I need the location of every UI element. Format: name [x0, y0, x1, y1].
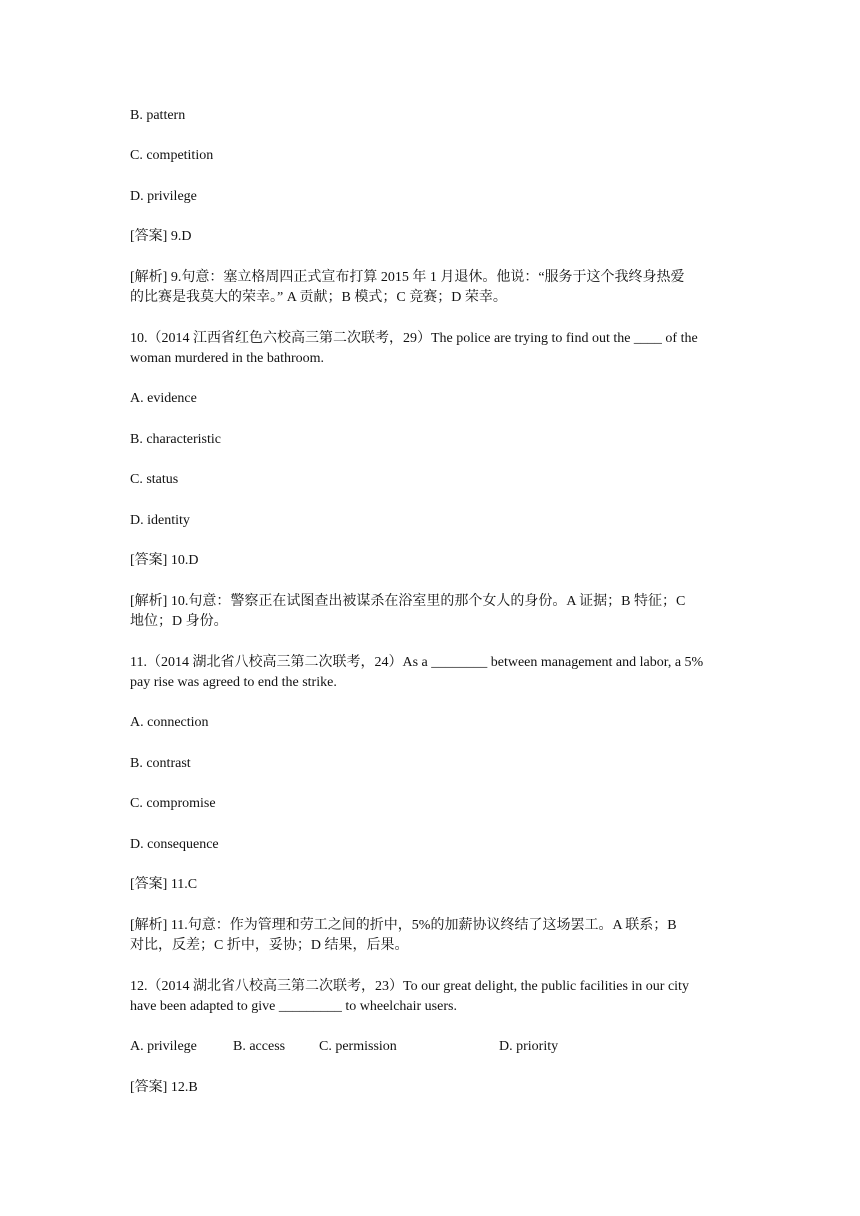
q11-option-b: B. contrast [130, 756, 191, 771]
q11-analysis-line2: 对比，反差；C 折中，妥协；D 结果，后果。 [130, 938, 409, 953]
q9-option-b: B. pattern [130, 108, 186, 123]
q12-stem-line1: 12.（2014 湖北省八校高三第二次联考，23）To our great delight, the public facilities in our city [130, 979, 689, 994]
q11-option-d: D. consequence [130, 837, 219, 852]
q10-option-c: C. status [130, 472, 179, 487]
q12-option-c: C. permission [319, 1039, 397, 1054]
q11-option-a: A. connection [130, 715, 209, 730]
q12-option-a: A. privilege [130, 1039, 197, 1054]
q10-stem-line1: 10.（2014 江西省红色六校高三第二次联考，29）The police are trying to find out the ____ of the [130, 331, 698, 346]
q12-answer: [答案] 12.B [130, 1080, 198, 1095]
q10-option-b: B. characteristic [130, 432, 221, 447]
q10-answer: [答案] 10.D [130, 553, 199, 568]
q10-option-d: D. identity [130, 513, 190, 528]
q9-option-d: D. privilege [130, 189, 197, 204]
q9-option-c: C. competition [130, 148, 214, 163]
q11-stem-line1: 11.（2014 湖北省八校高三第二次联考，24）As a ________ between management and labor, a 5% [130, 655, 704, 670]
q11-stem-line2: pay rise was agreed to end the strike. [130, 675, 337, 690]
q12-options-row [130, 1037, 731, 1057]
q11-analysis-line1: [解析] 11.句意：作为管理和劳工之间的折中，5%的加薪协议终结了这场罢工。A 联系；B [130, 918, 677, 933]
q11-option-c: C. compromise [130, 796, 216, 811]
q10-option-a: A. evidence [130, 391, 197, 406]
q10-analysis-line2: 地位；D 身份。 [130, 614, 228, 629]
q10-stem-line2: woman murdered in the bathroom. [130, 351, 325, 366]
q12-stem-line2: have been adapted to give _________ to wheelchair users. [130, 999, 457, 1014]
q12-option-d: D. priority [499, 1039, 559, 1054]
q12-option-b: B. access [233, 1039, 286, 1054]
q9-answer: [答案] 9.D [130, 229, 192, 244]
q10-analysis-line1: [解析] 10.句意：警察正在试图查出被谋杀在浴室里的那个女人的身份。A 证据；B 特征；C [130, 594, 686, 609]
q9-analysis-line1: [解析] 9.句意：塞立格周四正式宣布打算 2015 年 1 月退休。他说：“服务于这个我终身热爱 [130, 270, 685, 285]
q11-answer: [答案] 11.C [130, 877, 198, 892]
q9-analysis-line2: 的比赛是我莫大的荣幸。” A 贡献；B 模式；C 竞赛；D 荣幸。 [130, 290, 507, 305]
